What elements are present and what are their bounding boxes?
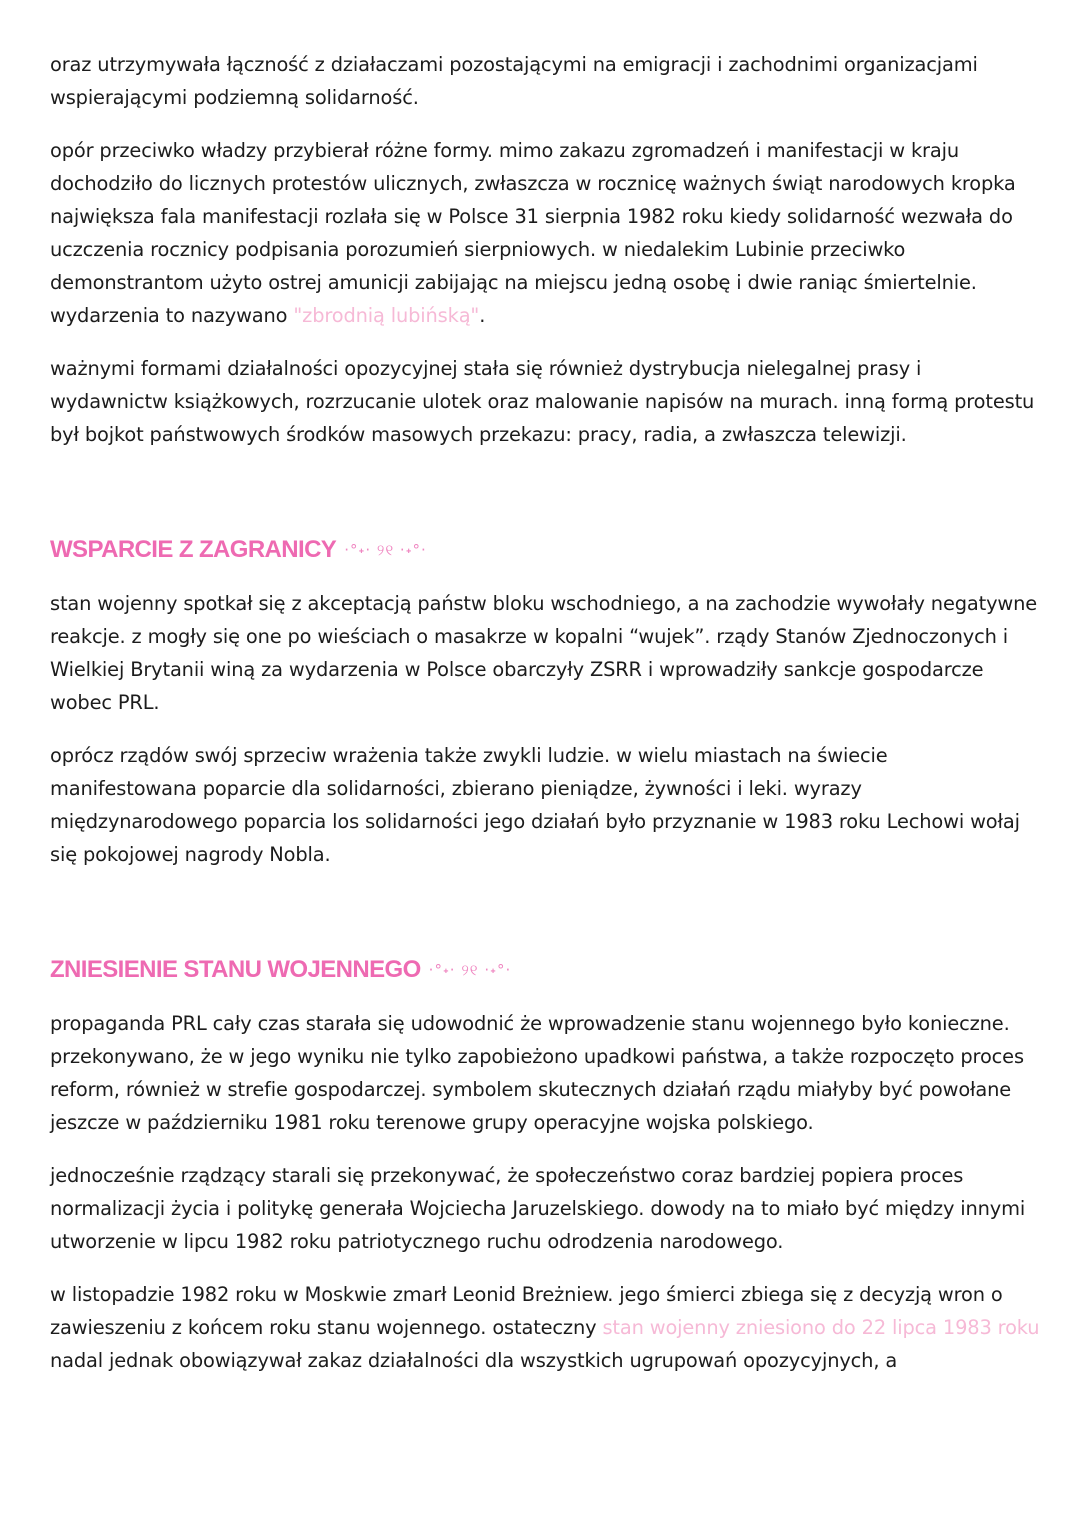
paragraph-normalization (50, 1159, 1040, 1258)
paragraph-text: oraz utrzymywała łączność z działaczami pozostającymi na emigracji i zachodnimi organizacjami wspierającymi podziemną solidarność. (50, 53, 978, 109)
paragraph-emigration (50, 48, 1040, 114)
section-spacer (50, 891, 1040, 953)
section-heading-end-of-martial-law (50, 953, 1040, 987)
document-page (50, 48, 1040, 1397)
paragraph-public-support (50, 739, 1040, 871)
section-spacer (50, 471, 1040, 533)
paragraph-opposition-forms (50, 352, 1040, 451)
paragraph-text: opór przeciwko władzy przybierał różne formy. mimo zakazu zgromadzeń i manifestacji w kraju dochodziło do licznych protestów ulicznych, zwłaszcza w rocznicę ważnych świąt narodowych kropka największa fala manifestacji rozlała się w Polsce 31 sierpnia 1982 roku kiedy solidarność wezwała do uczczenia rocznicy podpisania porozumień sierpniowych. w niedalekim Lubinie przeciwko demonstrantom użyto ostrej amunicji zabijając na miejscu jedną osobę i dwie raniąc śmiertelnie. wydarzenia to nazywano (50, 139, 1016, 327)
paragraph-text: ważnymi formami działalności opozycyjnej stała się również dystrybucja nielegalnej prasy i wydawnictw książkowych, rozrzucanie ulotek oraz malowanie napisów na murach. inną formą protestu był bojkot państwowych środków masowych przekazu: pracy, radia, a zwłaszcza telewizji. (50, 357, 1035, 446)
paragraph-text: nadal jednak obowiązywał zakaz działalności dla wszystkich ugrupowań opozycyjnych, a (50, 1349, 898, 1372)
paragraph-propaganda (50, 1007, 1040, 1139)
heading-text: WSPARCIE Z ZAGRANICY (50, 536, 337, 563)
paragraph-foreign-reaction (50, 587, 1040, 719)
paragraph-brezhnev (50, 1278, 1040, 1377)
paragraph-text: propaganda PRL cały czas starała się udowodnić że wprowadzenie stanu wojennego było konieczne. przekonywano, że w jego wyniku nie tylko zapobieżono upadkowi państwa, a także rozpoczęto proces reform, również w strefie gospodarczej. symbolem skutecznych działań rządu miałyby być powołane jeszcze w październiku 1981 roku terenowe grupy operacyjne wojska polskiego. (50, 1012, 1024, 1134)
section-heading-foreign-support (50, 533, 1040, 567)
highlight-martial-law-lifted: stan wojenny zniesiono do 22 lipca 1983 roku (602, 1316, 1040, 1339)
highlight-lubin-crime: "zbrodnią lubińską" (293, 304, 480, 327)
paragraph-text: . (479, 304, 486, 327)
paragraph-protests (50, 134, 1040, 332)
paragraph-text: w listopadzie 1982 roku w Moskwie zmarł Leonid Breżniew. jego śmierci zbiega się z decyzją wron o zawieszeniu z końcem roku stanu wojennego. ostateczny (50, 1283, 1003, 1339)
paragraph-text: jednocześnie rządzący starali się przekonywać, że społeczeństwo coraz bardziej popiera proces normalizacji życia i politykę generała Wojciecha Jaruzelskiego. dowody na to miało być między innymi utworzenie w lipcu 1982 roku patriotycznego ruchu odrodzenia narodowego. (50, 1164, 1026, 1253)
paragraph-text: stan wojenny spotkał się z akceptacją państw bloku wschodniego, a na zachodzie wywołały negatywne reakcje. z mogły się one po wieściach o masakrze w kopalni “wujek”. rządy Stanów Zjednoczonych i Wielkiej Brytanii winą za wydarzenia w Polsce obarczyły ZSRR i wprowadziły sankcje gospodarcze wobec PRL. (50, 592, 1038, 714)
sparkle-decoration-icon: ·°˖· ୨୧ ·˖°· (428, 961, 512, 979)
paragraph-text: oprócz rządów swój sprzeciw wrażenia także zwykli ludzie. w wielu miastach na świecie manifestowana poparcie dla solidarności, zbierano pieniądze, żywności i leki. wyrazy międzynarodowego poparcia los solidarności jego działań było przyznanie w 1983 roku Lechowi wołaj się pokojowej nagrody Nobla. (50, 744, 1020, 866)
sparkle-decoration-icon: ·°˖· ୨୧ ·˖°· (344, 541, 427, 559)
heading-text: ZNIESIENIE STANU WOJENNEGO (50, 956, 421, 983)
